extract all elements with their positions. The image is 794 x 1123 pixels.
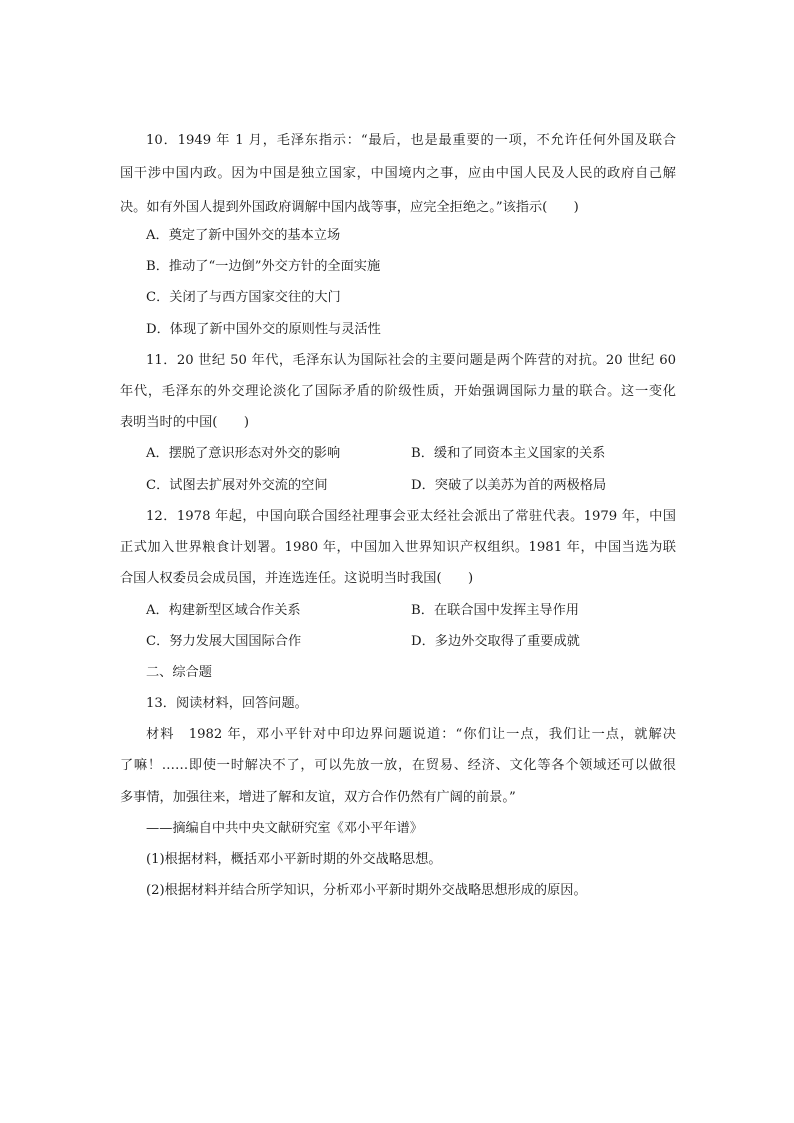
q11-line-1: 11．20 世纪 50 年代，毛泽东认为国际社会的主要问题是两个阵营的对抗。20 世纪 60 — [146, 353, 676, 368]
q13-subquestion-2: (2)根据材料并结合所学知识，分析邓小平新时期外交战略思想形成的原因。 — [146, 883, 587, 898]
section-heading: 二、综合题 — [146, 665, 212, 680]
q12-option-c[interactable]: C．努力发展大国国际合作 — [146, 634, 302, 649]
q11-line-3: 表明当时的中国( ) — [120, 415, 249, 430]
q10-line-2: 国干涉中国内政。因为中国是独立国家，中国境内之事，应由中国人民及人民的政府自己解 — [120, 166, 676, 181]
q11-option-a[interactable]: A．摆脱了意识形态对外交的影响 — [146, 446, 341, 461]
q13-stem: 13．阅读材料，回答问题。 — [146, 696, 308, 711]
q10-option-c[interactable]: C．关闭了与西方国家交往的大门 — [146, 290, 341, 305]
q12-option-a[interactable]: A．构建新型区域合作关系 — [146, 603, 301, 618]
q11-option-b[interactable]: B．缓和了同资本主义国家的关系 — [411, 446, 606, 461]
q12-line-1: 12．1978 年起，中国向联合国经社理事会亚太经社会派出了常驻代表。1979 年，中国 — [146, 509, 676, 524]
q12-option-b[interactable]: B．在联合国中发挥主导作用 — [411, 603, 579, 618]
q11-option-d[interactable]: D．突破了以美苏为首的两极格局 — [411, 478, 607, 493]
q10-option-a[interactable]: A．奠定了新中国外交的基本立场 — [146, 228, 341, 243]
q11-option-c[interactable]: C．试图去扩展对外交流的空间 — [146, 478, 328, 493]
q13-subquestion-1: (1)根据材料，概括邓小平新时期的外交战略思想。 — [146, 852, 442, 867]
q12-line-3: 合国人权委员会成员国，并连选连任。这说明当时我国( ) — [120, 571, 474, 586]
q11-line-2: 年代，毛泽东的外交理论淡化了国际矛盾的阶级性质，开始强调国际力量的联合。这一变化 — [120, 384, 676, 399]
q13-material-line-2: 了嘛！……即使一时解决不了，可以先放一放，在贸易、经济、文化等各个领域还可以做很 — [120, 758, 676, 773]
q10-line-1: 10．1949 年 1 月，毛泽东指示：“最后，也是最重要的一项，不允许任何外国及联合 — [146, 133, 676, 148]
q10-option-b[interactable]: B．推动了“一边倒”外交方针的全面实施 — [146, 259, 381, 274]
q10-option-d[interactable]: D．体现了新中国外交的原则性与灵活性 — [146, 322, 381, 337]
q12-line-2: 正式加入世界粮食计划署。1980 年，中国加入世界知识产权组织。1981 年，中国当选为联 — [120, 540, 676, 555]
q13-material-line-3: 多事情，加强往来，增进了解和友谊，双方合作仍然有广阔的前景。” — [120, 790, 516, 805]
q13-material-line-1: 材料 1982 年，邓小平针对中印边界问题说道：“你们让一点，我们让一点，就解决 — [146, 727, 676, 742]
q13-source: ——摘编自中共中央文献研究室《邓小平年谱》 — [146, 821, 423, 836]
q10-line-3: 决。如有外国人提到外国政府调解中国内战等事，应完全拒绝之。”该指示( ) — [120, 200, 579, 215]
q12-option-d[interactable]: D．多边外交取得了重要成就 — [411, 634, 580, 649]
